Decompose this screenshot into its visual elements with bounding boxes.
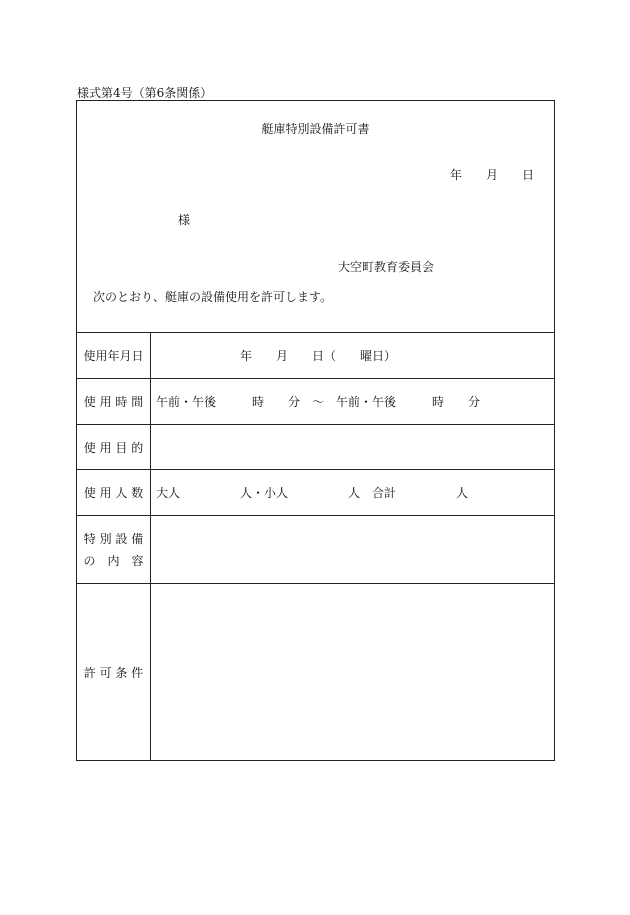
special-equipment-label xyxy=(77,516,151,583)
permit-conditions-value xyxy=(151,584,554,760)
table-row-usage-purpose xyxy=(77,425,554,470)
addressee-suffix: 様 xyxy=(178,213,191,227)
permit-statement: 次のとおり、艇庫の設備使用を許可します。 xyxy=(93,290,333,304)
permit-form xyxy=(76,100,555,761)
usage-time-value: 午前・午後 時 分 ～ 午前・午後 時 分 xyxy=(156,395,481,409)
usage-date-label: 使用年月日 xyxy=(77,333,151,378)
special-equipment-label-line1: 特 別 設 備 xyxy=(83,531,144,546)
usage-purpose-label: 使 用 目 的 xyxy=(77,425,151,469)
attendee-count-label: 使 用 人 数 xyxy=(77,470,151,515)
table-row-attendee-count xyxy=(77,470,554,516)
usage-date-value: 年 月 日（ 曜日） xyxy=(156,349,397,363)
form-header xyxy=(77,101,554,333)
form-number: 様式第4号（第6条関係） xyxy=(77,86,213,100)
usage-time-label: 使 用 時 間 xyxy=(77,379,151,424)
special-equipment-label-line2: の 内 容 xyxy=(83,553,144,568)
permit-conditions-label: 許 可 条 件 xyxy=(77,584,151,760)
table-row-permit-conditions xyxy=(77,584,554,760)
issue-date-field: 年 月 日 xyxy=(449,168,534,182)
issuer-name: 大空町教育委員会 xyxy=(338,260,435,274)
table-row-usage-time xyxy=(77,379,554,425)
document-title: 艇庫特別設備許可書 xyxy=(261,122,370,136)
table-row-usage-date xyxy=(77,333,554,379)
attendee-count-value: 大人 人・小人 人 合計 人 xyxy=(156,486,469,500)
table-row-special-equipment xyxy=(77,516,554,584)
special-equipment-value xyxy=(151,516,554,583)
usage-purpose-value xyxy=(151,425,554,469)
